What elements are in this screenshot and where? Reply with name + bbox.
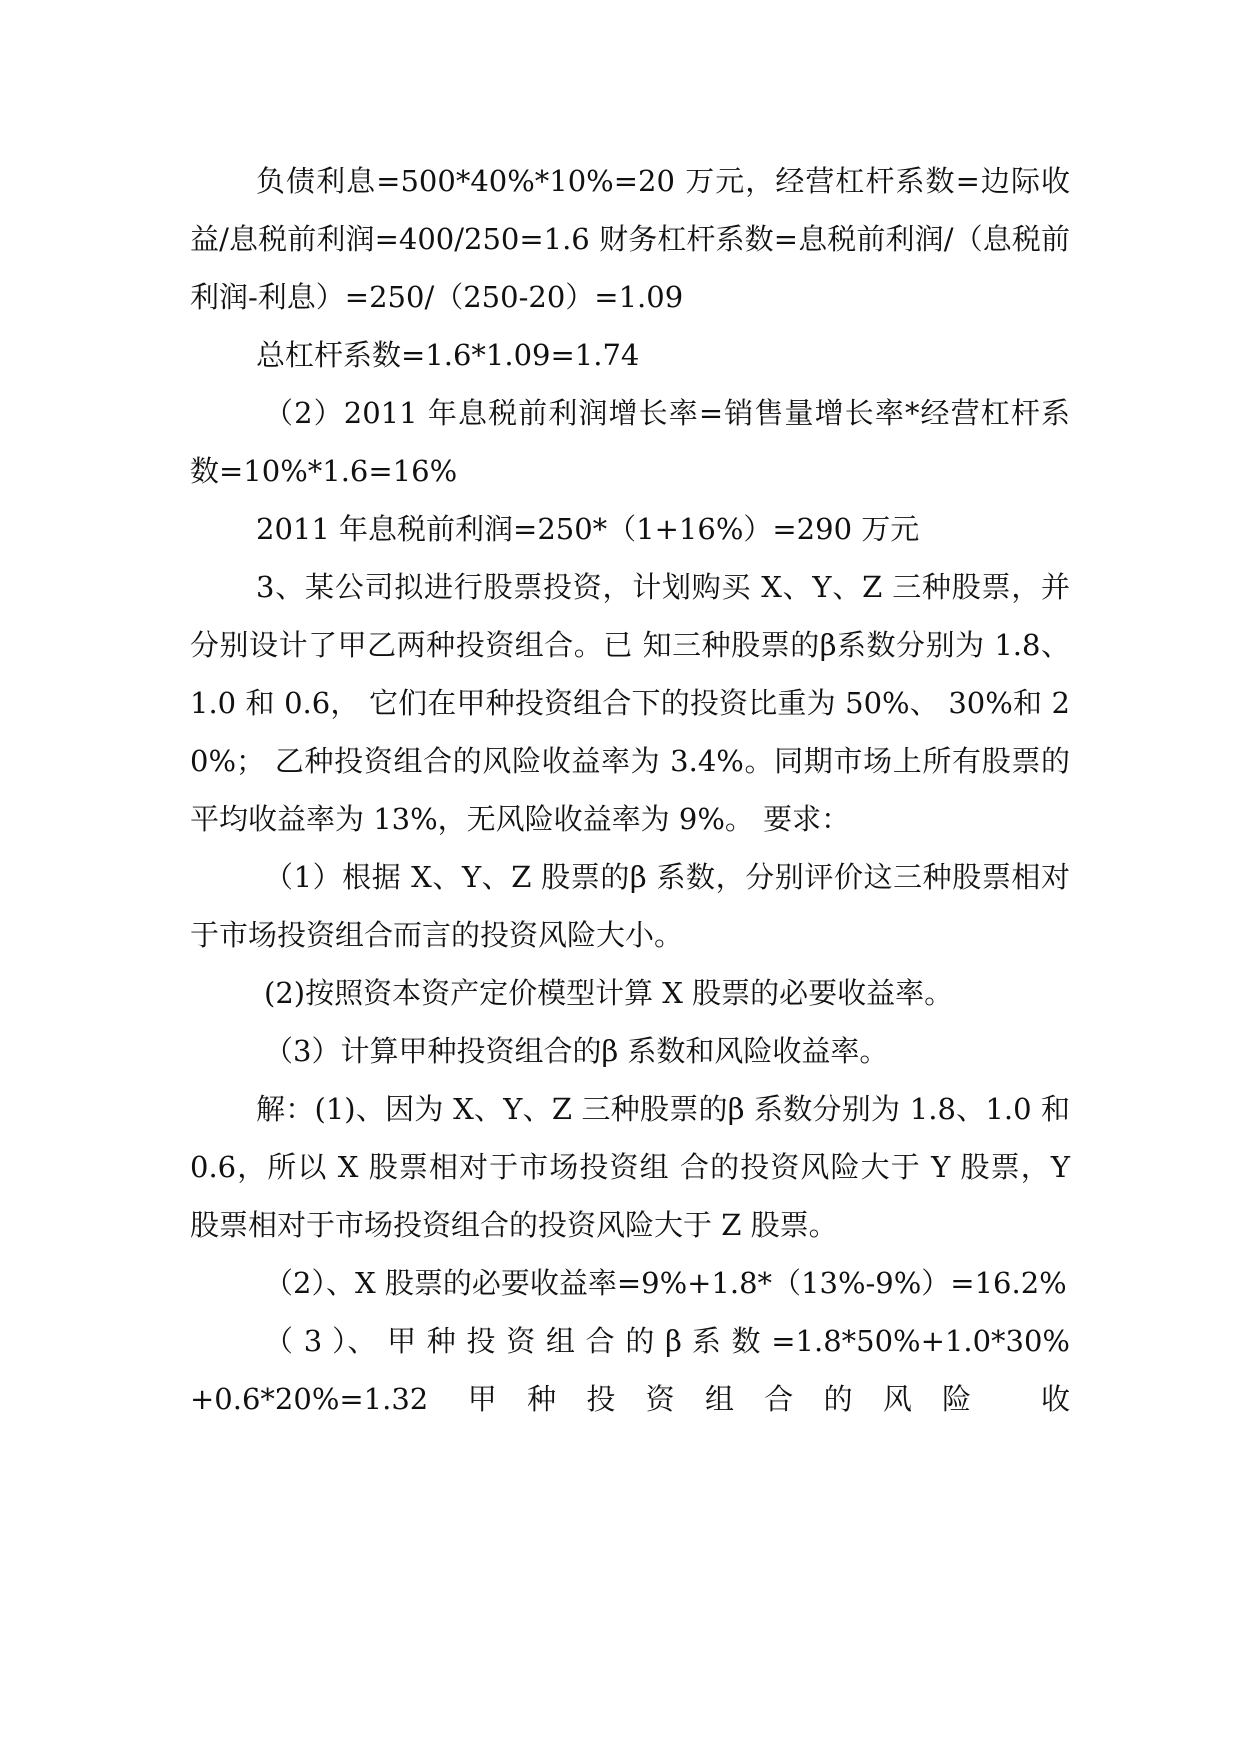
paragraph-requirement-1: （1）根据 X、Y、Z 股票的β 系数，分别评价这三种股票相对于市场投资组合而言的投资风险大小。	[190, 860, 1070, 952]
paragraph-debt-interest: 负债利息=500*40%*10%=20 万元，经营杠杆系数=边际收益/息税前利润=400/250=1.6 财务杠杆系数=息税前利润/（息税前利润-利息）=250/（250-20）=1.09	[190, 164, 1070, 314]
paragraph-ebit-growth: （2）2011 年息税前利润增长率=销售量增长率*经营杠杆系数=10%*1.6=16%	[190, 396, 1070, 488]
paragraph-total-leverage: 总杠杆系数=1.6*1.09=1.74	[256, 338, 640, 372]
paragraph-requirement-3: （3）计算甲种投资组合的β 系数和风险收益率。	[264, 1034, 889, 1068]
paragraph-question-3: 3、某公司拟进行股票投资，计划购买 X、Y、Z 三种股票，并分别设计了甲乙两种投资组合。已 知三种股票的β系数分别为 1.8、 1.0 和 0.6， 它们在甲种投资组合下的投资比重为 50%、 30%和 20%； 乙种投资组合的风险收益率为 3.4%。同期市场上所有股票的平均收益率为 13%，无风险收益率为 9%。 要求：	[190, 570, 1070, 836]
paragraph-requirement-2: (2)按照资本资产定价模型计算 X 股票的必要收益率。	[264, 976, 954, 1010]
document-body	[190, 152, 1070, 1428]
paragraph-answer-3: （ 3 ）、 甲 种 投 资 组 合 的 β 系 数 =1.8*50%+1.0*30%+0.6*20%=1.32 甲种投资组合的风险 收	[190, 1324, 1070, 1416]
paragraph-answer-1: 解：(1)、因为 X、Y、Z 三种股票的β 系数分别为 1.8、1.0 和 0.6，所以 X 股票相对于市场投资组 合的投资风险大于 Y 股票，Y 股票相对于市场投资组合的投资风险大于 Z 股票。	[190, 1092, 1070, 1242]
paragraph-answer-2: （2）、X 股票的必要收益率=9%+1.8*（13%-9%）=16.2%	[264, 1266, 1067, 1300]
paragraph-ebit-2011: 2011 年息税前利润=250*（1+16%）=290 万元	[256, 512, 920, 546]
